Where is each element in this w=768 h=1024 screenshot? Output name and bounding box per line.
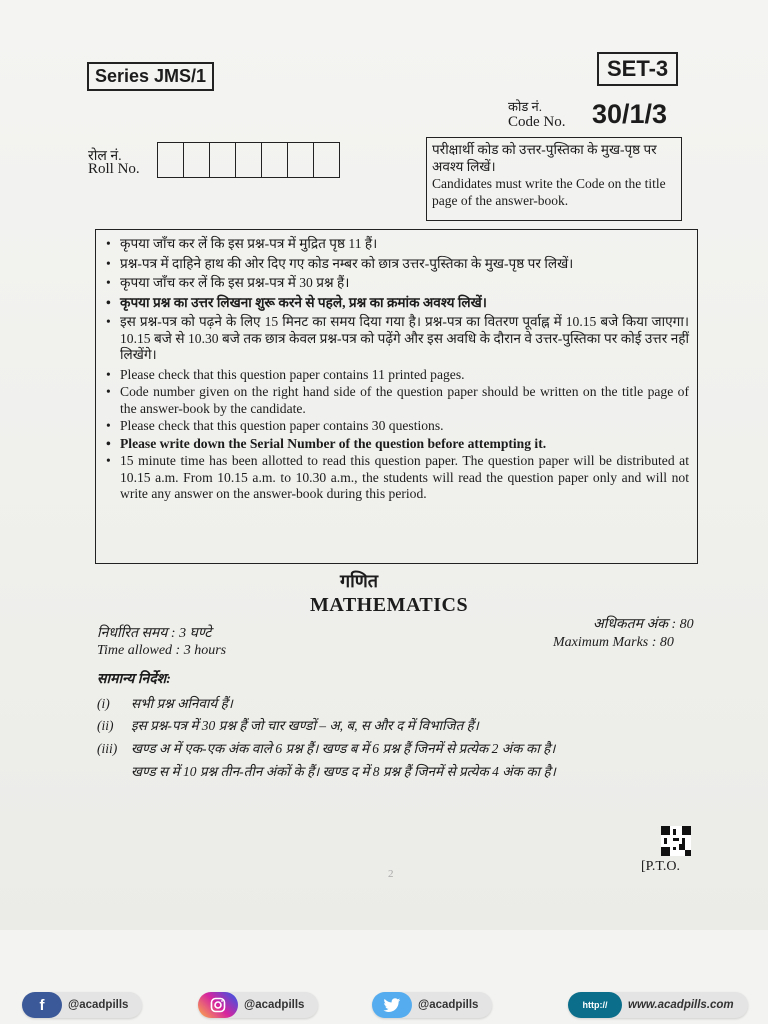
code-number: 30/1/3 [592,99,668,129]
instruction-en-5: • 15 minute time has been allotted to read this question paper. The question paper will be distributed at 10.15 a.m. From 10.15 a.m. to 10.30 a.m., the students will read the question paper only and will not write any answer on the answer-book during this period. [104,453,689,503]
time-allowed-hindi: निर्धारित समय : 3 घण्टे [97,626,212,641]
instruction-en-2: • Code number given on the right hand side of the question paper should be written on the title page of the answer-book by the candidate. [104,384,689,417]
qr-code-icon [661,826,691,856]
twitter-link[interactable] [372,990,492,1020]
roll-label: Roll No. [88,161,140,177]
general-instructions-title: सामान्य निर्देश: [97,672,171,687]
max-marks-hindi: अधिकतम अंक : 80 [593,617,694,632]
instruction-number: (i) [97,696,110,711]
instruction-hi-4: • कृपया प्रश्न का उत्तर लिखना शुरू करने से पहले, प्रश्न का क्रमांक अवश्य लिखें। [104,295,689,312]
instruction-en-3: • Please check that this question paper contains 30 questions. [104,418,689,435]
roll-cell[interactable] [210,143,236,177]
instagram-icon [198,992,238,1018]
roll-cell[interactable] [236,143,262,177]
website-url: www.acadpills.com [628,999,734,1011]
page-number: 2 [388,868,394,880]
facebook-icon: f [22,992,62,1018]
general-instruction-3-continued: खण्ड स में 10 प्रश्न तीन-तीन अंकों के हैं। खण्ड द में 8 प्रश्न हैं जिनमें से प्रत्येक 4 अंक का है। [131,764,556,779]
instruction-hi-2: • प्रश्न-पत्र में दाहिने हाथ की ओर दिए गए कोड नम्बर को छात्र उत्तर-पुस्तिका के मुख-पृष्ठ पर लिखें। [104,256,689,273]
instruction-hi-5: • इस प्रश्न-पत्र को पढ़ने के लिए 15 मिनट का समय दिया गया है। प्रश्न-पत्र का वितरण पूर्वाह्न में 10.15 बजे किया जाएगा। 10.15 बजे से 10.30 बजे तक छात्र केवल प्रश्न-पत्र को पढ़ेंगे और इस अवधि के दौरान वे उत्तर-पुस्तिका पर कोई उत्तर नहीं लिखेंगे। [104,314,689,364]
facebook-handle: @acadpills [68,999,129,1011]
instruction-text: इस प्रश्न-पत्र में 30 प्रश्न हैं जो चार खण्डों – अ, ब, स और द में विभाजित हैं। [131,718,479,733]
subject-title-hindi: गणित [340,571,379,591]
instruction-number: (iii) [97,741,118,756]
instruction-number: (ii) [97,718,114,733]
web-link-icon: http:// [568,992,622,1018]
roll-cell[interactable] [158,143,184,177]
roll-label-hindi: रोल नं. [88,149,122,164]
code-note-english: Candidates must write the Code on the title page of the answer-book. [432,176,666,208]
code-label: Code No. [508,114,566,130]
instagram-link[interactable] [198,990,318,1020]
instructions-box [95,229,698,564]
instagram-handle: @acadpills [244,999,305,1011]
pto-label: [P.T.O. [641,859,681,874]
website-link[interactable] [568,990,748,1020]
code-note-hindi: परीक्षार्थी कोड को उत्तर-पुस्तिका के मुख-पृष्ठ पर अवश्य लिखें। [432,142,657,174]
roll-cell[interactable] [262,143,288,177]
instruction-text: सभी प्रश्न अनिवार्य हैं। [131,696,233,711]
instructions-list [104,236,689,503]
twitter-icon [372,992,412,1018]
roll-number-grid[interactable] [157,142,340,178]
max-marks: Maximum Marks : 80 [553,635,674,650]
roll-cell[interactable] [184,143,210,177]
instruction-en-4: • Please write down the Serial Number of the question before attempting it. [104,436,689,453]
instruction-en-1: • Please check that this question paper contains 11 printed pages. [104,367,689,384]
instruction-hi-1: • कृपया जाँच कर लें कि इस प्रश्न-पत्र में मुद्रित पृष्ठ 11 हैं। [104,236,689,253]
roll-cell[interactable] [288,143,314,177]
instruction-hi-3: • कृपया जाँच कर लें कि इस प्रश्न-पत्र में 30 प्रश्न हैं। [104,275,689,292]
series-label: Series JMS/1 [87,62,214,91]
twitter-handle: @acadpills [418,999,479,1011]
general-instruction-2 [97,716,479,734]
set-label: SET-3 [597,52,678,86]
roll-cell[interactable] [314,143,339,177]
time-allowed: Time allowed : 3 hours [97,643,227,658]
subject-title: MATHEMATICS [310,594,469,616]
general-instruction-1 [97,694,233,712]
code-note-box [426,137,682,221]
code-label-hindi: कोड नं. [508,99,543,114]
facebook-link[interactable] [22,990,142,1020]
general-instruction-3 [97,739,555,757]
instruction-text: खण्ड अ में एक-एक अंक वाले 6 प्रश्न हैं। खण्ड ब में 6 प्रश्न हैं जिनमें से प्रत्येक 2 अंक का है। [131,741,556,756]
